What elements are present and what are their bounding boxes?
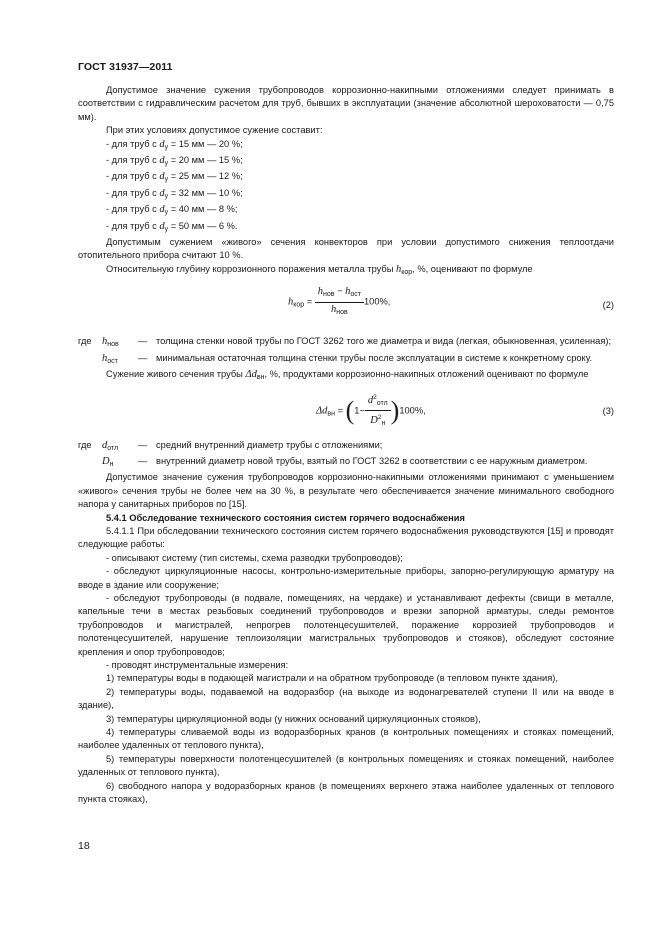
paragraph-conditions: При этих условиях допустимое сужение составит: [106,125,323,136]
paragraph-allowed-30: Допустимое значение сужения трубопроводов коррозионно-накипными отложениями принимают с уменьшением «живого» сечения трубы не более чем на 30 %, в результате чего обеспечивается значение минимального свободного напора у санитарных приборов по [15]. [78,472,614,510]
narrowing-list [78,138,614,236]
page-number: 18 [78,840,90,852]
formula-2-expression: $h_{кор}$ = $\frac{h_{нов} - h_{ост}}{h_{нов}}$ 100%, [288,285,390,319]
definition-row: $D_н$ — внутренний диаметр новой трубы, взятый по ГОСТ 3262 в соответствии с ее наружным диаметром. [102,455,588,468]
list-item: - обследуют циркуляционные насосы, контрольно-измерительные приборы, запорно-регулирующую арматуру на вводе в здание или сооружение; [78,566,614,590]
list-item: - для труб с $d_у = 20$ мм — 15 %; [106,155,243,168]
definition-row: где $d_{отл}$ — средний внутренний диаметр трубы с отложениями; [78,439,383,452]
list-item: 2) температуры воды, подаваемой на водоразбор (на выходе из водонагревателей ступени II или на вводе в здание), [78,686,614,711]
formula-2 [78,285,614,329]
list-item: 1) температуры воды в подающей магистрали и на обратном трубопроводе (в тепловом пункте здания), [106,673,558,684]
list-item: 5) температуры поверхности полотенцесушителей (в контрольных помещениях и стояках помещений, наиболее удаленных от теплового пункта), [78,753,614,778]
formula-3-number: (3) [602,405,614,416]
list-item: 6) свободного напора у водоразборных кранов (в помещениях верхнего этажа наиболее удаленных от теплового пункта стояках), [78,780,614,805]
list-item: - проводят инструментальные измерения: [106,660,289,670]
where-block-1 [78,335,614,368]
formula-2-fraction: $\frac{h_{нов} - h_{ост}}{h_{нов}}$ [315,285,364,319]
where-block-2 [78,439,614,472]
list-item: - обследуют трубопроводы (в подвале, помещениях, на чердаке) и устанавливают дефекты (свищи в металле, капельные течи в местах резьбовых соединений трубопроводов и врезки запорной арматуры, следы ремонтов трубопроводов и магистралей, непрогрев полотенцесушителей, поражение коррозией трубопроводов и полотенцесушителей, нарушение теплоизоляции магистральных трубопроводов и стояков), обследуют состояние крепления и опор трубопроводов; [78,592,614,657]
paragraph-5-4-1-1: 5.4.1.1 При обследовании технического состояния систем горячего водоснабжения руководствуются [15] и проводят следующие работы: [78,525,614,550]
definition-row: $h_{ост}$ — минимальная остаточная толщина стенки трубы после эксплуатации в системе к конкретному сроку. [102,352,593,365]
list-item: - описывают систему (тип системы, схема разводки трубопроводов); [106,552,403,563]
paragraph-convectors: Допустимым сужением «живого» сечения конвекторов при условии допустимого снижения теплоотдачи отопительного прибора считают 10 %. [78,237,614,261]
formula-3-expression: $\Delta d_{вн} = (1-$ $\frac{d^2_{отл}}{D^2_н}$ )100%, [316,391,426,431]
paragraph-live-section: Сужение живого сечения трубы $\Delta d_{вн}$, %, продуктами коррозионно-накипных отложений оценивают по формуле [106,369,589,382]
formula-3-fraction: $\frac{d^2_{отл}}{D^2_н}$ [365,391,391,431]
list-item: - для труб с $d_у = 50$ мм — 6 %. [106,220,238,233]
list-item: - для труб с $d_у = 25$ мм — 12 %; [106,171,243,184]
paragraph-allowed-narrowing: Допустимое значение сужения трубопроводов коррозионно-накипными отложениями следует принимать в соответствии с гидравлическим расчетом для труб, бывших в эксплуатации (значение абсолютной шероховатости — 0,75 мм). [78,85,614,122]
paragraph-corrosion-depth: Относительную глубину коррозионного поражения металла трубы $h_{кор}$, %, оценивают по формуле [106,263,533,276]
formula-3 [78,391,614,439]
section-title: 5.4.1 Обследование технического состояния систем горячего водоснабжения [106,512,465,523]
list-item: - для труб с $d_у = 32$ мм — 10 %; [106,187,243,200]
list-item: - для труб с $d_у = 40$ мм — 8 %; [106,204,238,217]
list-item: 4) температуры сливаемой воды из водоразборных кранов (в контрольных помещениях и стояках помещений, наиболее удаленных от теплового пункта), [78,727,614,751]
definition-row: где $h_{нов}$ — толщина стенки новой трубы по ГОСТ 3262 того же диаметра и вида (легкая, обыкновенная, усиленная); [78,336,612,349]
formula-2-number: (2) [602,300,614,311]
document-body [78,84,614,806]
document-header: ГОСТ 31937—2011 [78,61,173,73]
list-item: - для труб с $d_у = 15$ мм — 20 %; [106,138,243,151]
list-item: 3) температуры циркуляционной воды (у нижних оснований циркуляционных стояков), [106,713,481,724]
